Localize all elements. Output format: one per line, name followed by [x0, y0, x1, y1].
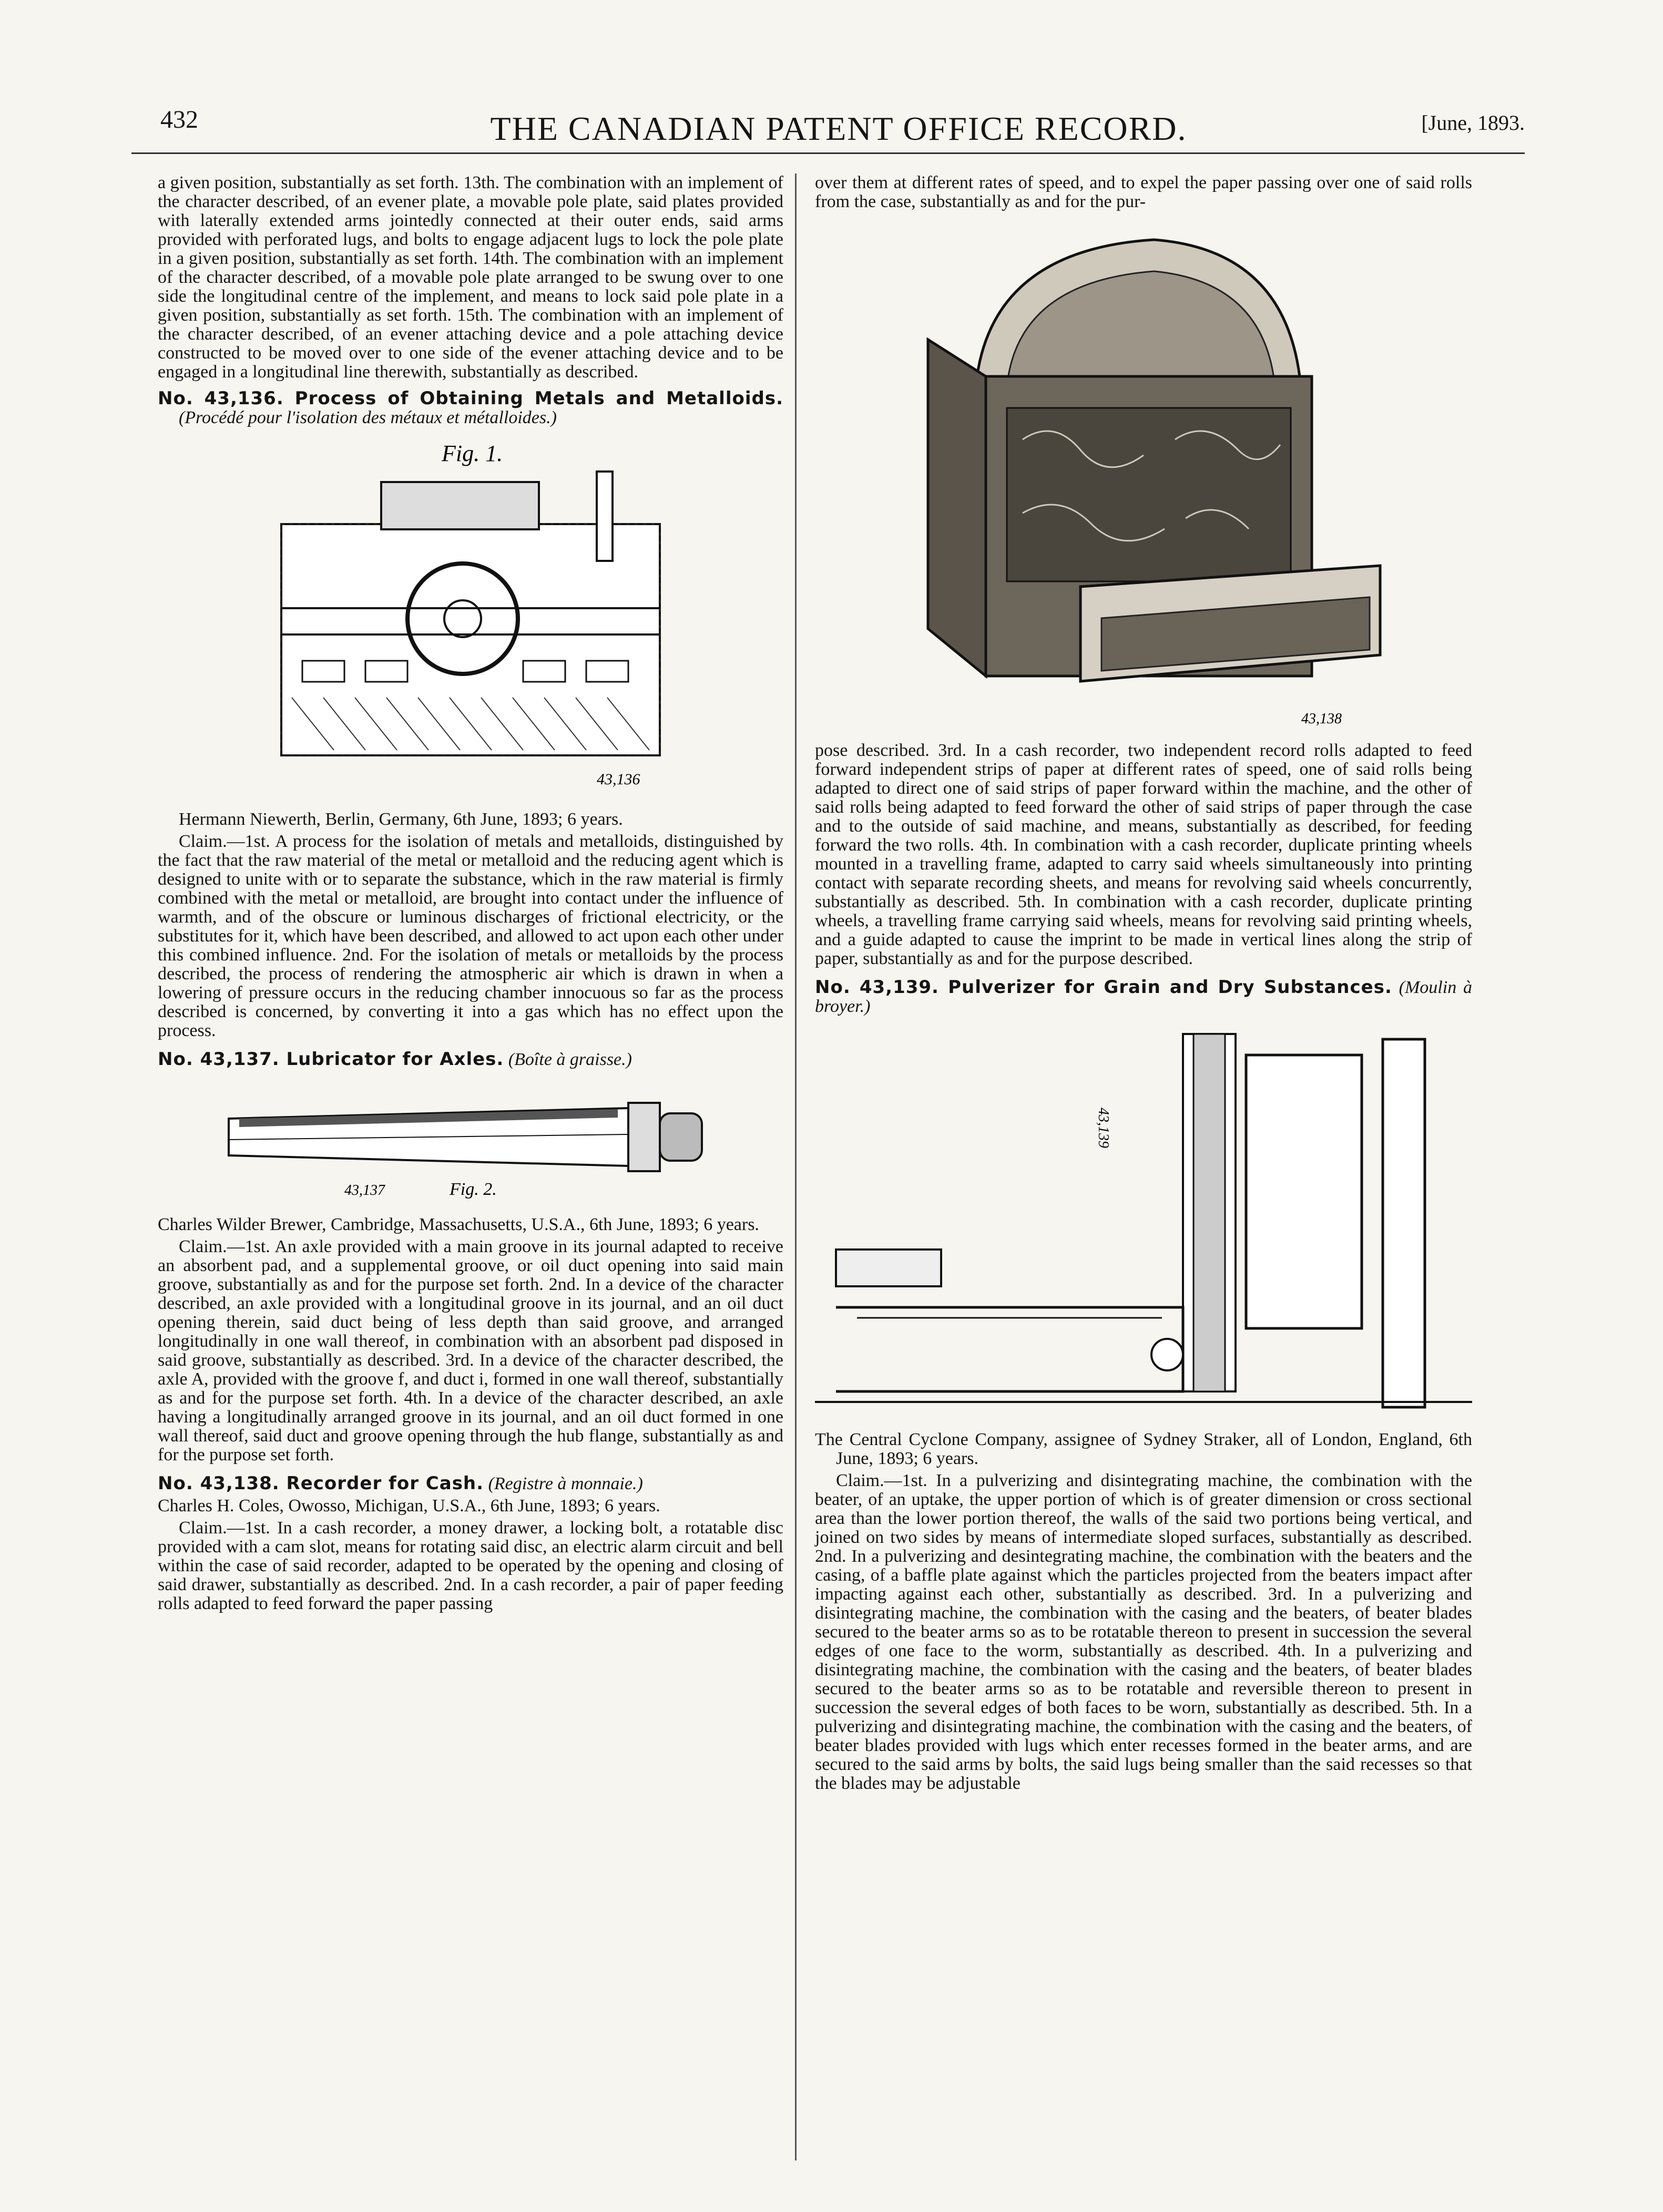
- patent-43138-heading: [158, 1474, 783, 1493]
- left-column: [158, 173, 783, 1616]
- french-title: (Moulin à broyer.): [815, 978, 1472, 1016]
- issue-date: [June, 1893.: [1421, 111, 1525, 135]
- patent-title: No. 43,137. Lubricator for Axles.: [158, 1049, 504, 1070]
- claims-text: Claim.—1st. In a pulverizing and disintegrating machine, the combination with the beater, of an uptake, the upper portion of which is of greater dimension or cross sectional area than the lower portion thereof, the walls of the said two portions being vertical, and joined on two sides by means of intermediate sloped surfaces, substantially as described. 2nd. In a pulverizing and desintegrating machine, the combination with the beaters and the casing, of a baffle plate against which the particles projected from the beaters impact after impacting against each other, substantially as described. 3rd. In a pulverizing and disintegrating machine, the combination with the casing and the beaters, of beater blades secured to the beater arms so as to be rotatable thereon to present in succession the several edges of one face to the worm, substantially as described. 4th. In a pulverizing and disintegrating machine, the combination with the casing and the beaters, of beater blades secured to the beater arms so as to be rotatable and reversible thereon to present in succession the several edges of both faces to be worn, substantially as described. 5th. In a pulverizing and disintegrating machine, the combination with the casing and the beaters, of beater blades provided with lugs which enter recesses formed in the beater arms, and are secured to the said arms by bolts, the said lugs being smaller than the said recesses so that the blades may be adjustable: [815, 1471, 1472, 1793]
- figure-furnace: [260, 435, 681, 803]
- french-title: (Boîte à graisse.): [508, 1050, 632, 1069]
- right-column: [815, 173, 1472, 1796]
- fig-label: Fig. 1.: [442, 441, 503, 466]
- fig-label: Fig. 2.: [450, 1180, 497, 1199]
- figure-axle: [208, 1077, 733, 1208]
- french-title: (Procédé pour l'isolation des métaux et métalloides.): [179, 408, 557, 427]
- fig-number: 43,136: [597, 771, 640, 788]
- inventor-line: The Central Cyclone Company, assignee of Sydney Straker, all of London, England, 6th June, 1893; 6 years.: [815, 1430, 1472, 1468]
- figure-pulverizer: [815, 1023, 1472, 1423]
- french-title: (Registre à monnaie.): [488, 1474, 643, 1493]
- continued-claims: over them at different rates of speed, and to expel the paper passing over one of said rolls from the case, substantially as and for the pur-: [815, 173, 1472, 211]
- patent-title: No. 43,138. Recorder for Cash.: [158, 1473, 484, 1494]
- patent-43139-heading: [815, 978, 1472, 1016]
- page-number: 432: [160, 106, 198, 134]
- patent-43136-heading: [158, 389, 783, 427]
- column-divider: [795, 173, 797, 2160]
- patent-43137-heading: [158, 1050, 783, 1069]
- page-header: [131, 100, 1546, 158]
- continued-claims: a given position, substantially as set forth. 13th. The combination with an implement of the character described, of an evener plate, a movable pole plate, said plates provided with laterally extended arms jointedly connected at their outer ends, said arms provided with perforated lugs, and bolts to engage adjacent lugs to lock the pole plate in a given position, substantially as set forth. 14th. The combination with an implement of the character described, of a movable pole plate arranged to be swung over to one side the longitudinal centre of the implement, and means to lock said pole plate in a given position, substantially as set forth. 15th. The combination with an implement of the character described, of an evener attaching device and a pole attaching device constructed to be moved over to one side of the evener attaching device and to be engaged in a longitudinal line therewith, substantially as described.: [158, 173, 783, 382]
- fig-number: 43,139: [1095, 1108, 1111, 1148]
- inventor-line: Charles H. Coles, Owosso, Michigan, U.S.A., 6th June, 1893; 6 years.: [158, 1496, 660, 1515]
- claims-text: Claim.—1st. An axle provided with a main groove in its journal adapted to receive an absorbent pad, and a supplemental groove, or oil duct opening into said main groove, substantially as and for the purpose set forth. 2nd. In a device of the character described, an axle provided with a longitudinal groove in its journal, and an oil duct opening therein, said duct being of less depth than said groove, and arranged longitudinally in one wall thereof, in combination with an absorbent pad disposed in said groove, substantially as described. 3rd. In a device of the character described, the axle A, provided with the groove f, and duct i, formed in one wall thereof, substantially as and for the purpose set forth. 4th. In a device of the character described, an axle having a longitudinally arranged groove in its journal, and an oil duct formed in one wall thereof, said duct and groove opening through the hub flange, substantially as and for the purpose set forth.: [158, 1237, 783, 1465]
- patent-title: No. 43,139. Pulverizer for Grain and Dry Substances.: [815, 977, 1392, 998]
- inventor-line: Charles Wilder Brewer, Cambridge, Massachusetts, U.S.A., 6th June, 1893; 6 years.: [158, 1215, 759, 1234]
- claims-text: Claim.—1st. In a cash recorder, a money drawer, a locking bolt, a rotatable disc provided with a cam slot, means for rotating said disc, an electric alarm circuit and bell within the case of said recorder, adapted to be operated by the opening and closing of said drawer, substantially as described. 2nd. In a cash recorder, a pair of paper feeding rolls adapted to feed forward the paper passing: [158, 1518, 783, 1613]
- figure-cash-recorder: [881, 219, 1406, 734]
- inventor-line: Hermann Niewerth, Berlin, Germany, 6th June, 1893; 6 years.: [179, 810, 623, 829]
- claims-text: pose described. 3rd. In a cash recorder, two independent record rolls adapted to feed forward independent strips of paper at different rates of speed, one of said rolls being adapted to direct one of said strips of paper forward within the machine, and the other of said rolls being adapted to feed forward the other of said strips of paper through the case and to the outside of said machine, and means, substantially as described, for feeding forward the two rolls. 4th. In combination with a cash recorder, duplicate printing wheels mounted in a travelling frame, adapted to carry said wheels simultaneously into printing contact with separate recording sheets, and means for revolving said wheels concurrently, substantially as described. 5th. In combination with a cash recorder, duplicate printing wheels, a travelling frame carrying said wheels, means for revolving said printing wheels, and a guide adapted to cause the imprint to be made in vertical lines along the strip of paper, substantially as and for the purpose described.: [815, 741, 1472, 968]
- page-title: THE CANADIAN PATENT OFFICE RECORD.: [490, 110, 1187, 147]
- fig-number: 43,137: [344, 1182, 385, 1199]
- fig-number: 43,138: [1301, 711, 1342, 727]
- header-rule: [131, 152, 1525, 154]
- claims-text: Claim.—1st. A process for the isolation of metals and metalloids, distinguished by the fact that the raw material of the metal or metalloid and the reducing agent which is designed to unite with or to separate the substance, which in the raw material is firmly combined with the metal or metalloid, are brought into contact under the influence of warmth, and of the obscure or luminous discharges of frictional electricity, or the substitutes for it, which have been described, and allowed to act upon each other under this combined influence. 2nd. For the isolation of metals or metalloids by the process described, the process of rendering the atmospheric air which is drawn in when a lowering of pressure occurs in the reducing chamber innocuous so far as the process described is concerned, by converting it into a gas which has no effect upon the process.: [158, 832, 783, 1040]
- patent-title: No. 43,136. Process of Obtaining Metals and Metalloids.: [158, 388, 783, 409]
